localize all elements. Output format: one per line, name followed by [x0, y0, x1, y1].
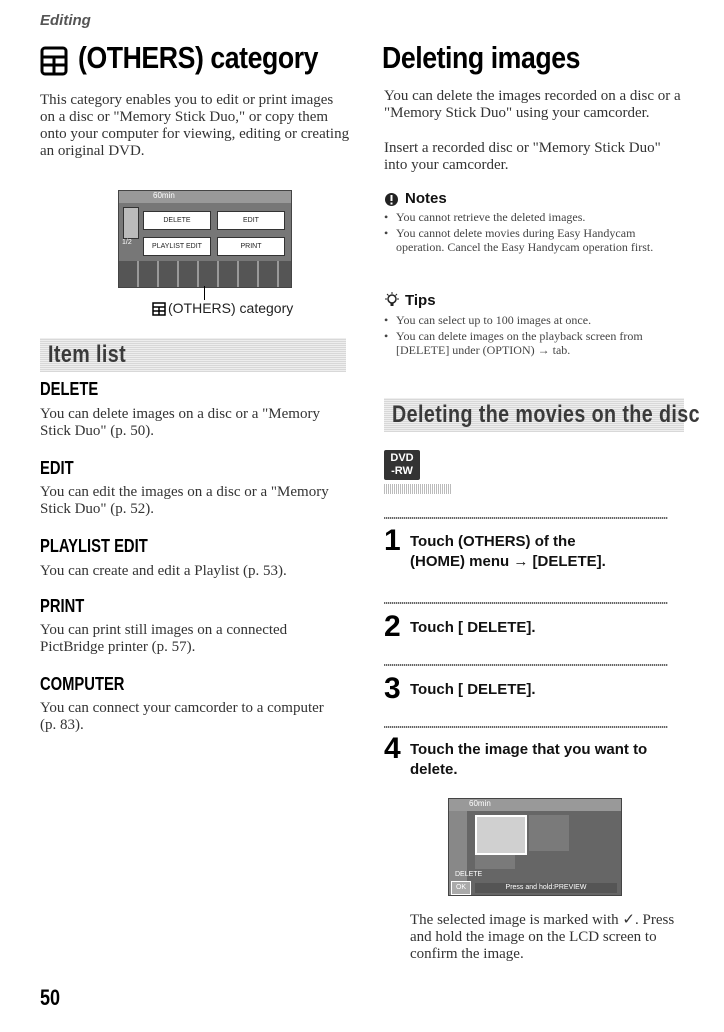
- tips-icon: [384, 292, 400, 308]
- step-4-line-2: delete.: [410, 761, 458, 778]
- page-number: 50: [40, 985, 61, 1010]
- divider-2: [384, 602, 668, 604]
- preview-hint: Press and hold:PREVIEW: [475, 883, 617, 893]
- item-title-playlist-edit: PLAYLIST EDIT: [40, 536, 148, 556]
- item-title-print: PRINT: [40, 596, 85, 616]
- delete-select-screen: [448, 798, 622, 896]
- tip-item: • You can delete images on the playback screen from [DELETE] under (OPTION) → tab.: [384, 329, 684, 357]
- screen-side-tabs: [123, 207, 139, 239]
- deleting-movies-label: Deleting the movies on the disc: [392, 401, 700, 428]
- step-4-text: [410, 740, 680, 780]
- edit-button[interactable]: EDIT: [217, 211, 285, 230]
- item-text-computer: You can connect your camcorder to a computer (p. 83).: [40, 700, 324, 733]
- others-category-icon: [40, 46, 68, 76]
- figure-caption: (OTHERS) category: [168, 300, 294, 316]
- ok-button[interactable]: OK: [451, 881, 471, 895]
- screen-time-text: 60min: [469, 799, 491, 808]
- step-1-line-1: Touch (OTHERS) of the: [410, 533, 576, 550]
- step-1-text: [410, 532, 680, 572]
- tips-list: [384, 313, 684, 359]
- divider-1: [384, 517, 668, 519]
- item-title-computer: COMPUTER: [40, 674, 125, 694]
- page-indicator: 1/2: [122, 239, 132, 246]
- item-title-edit: EDIT: [40, 458, 74, 478]
- note-item: • You cannot delete movies during Easy Handycam operation. Cancel the Easy Handycam operation first.: [384, 226, 674, 254]
- right-intro-2: Insert a recorded disc or "Memory Stick Duo" into your camcorder.: [384, 140, 661, 173]
- item-list-band: [40, 338, 346, 372]
- dvd-rw-badge: [384, 450, 420, 480]
- badge-shadow-pattern: [384, 484, 452, 494]
- step-4-line-1: Touch the image that you want to: [410, 741, 648, 758]
- step-3-text: Touch [ DELETE].: [410, 681, 536, 698]
- left-title: (OTHERS) category: [78, 40, 319, 75]
- screen-delete-label: DELETE: [455, 871, 483, 878]
- delete-button[interactable]: DELETE: [143, 211, 211, 230]
- tip-item: • You can select up to 100 images at once.: [384, 313, 684, 327]
- thumbnail-selected[interactable]: [475, 815, 527, 855]
- step-1-number: 1: [384, 524, 401, 557]
- step-1-line-2: (HOME) menu → [DELETE].: [410, 553, 606, 570]
- divider-4: [384, 726, 668, 728]
- tips-heading: Tips: [405, 292, 436, 309]
- badge-line-2: -RW: [391, 465, 413, 477]
- notes-list: [384, 210, 674, 256]
- item-list-label: Item list: [48, 341, 127, 368]
- item-title-delete: DELETE: [40, 379, 99, 399]
- item-text-edit: You can edit the images on a disc or a "Memory Stick Duo" (p. 52).: [40, 484, 329, 517]
- right-intro-1: You can delete the images recorded on a disc or a "Memory Stick Duo" using your camcorder.: [384, 88, 681, 121]
- others-menu-screen: [118, 190, 292, 288]
- item-text-print: You can print still images on a connected PictBridge printer (p. 57).: [40, 622, 288, 655]
- playlist-edit-button[interactable]: PLAYLIST EDIT: [143, 237, 211, 256]
- notes-icon: [384, 192, 399, 207]
- screen-top-bar: [119, 191, 291, 203]
- thumbnail-2[interactable]: [529, 815, 569, 851]
- thumbnail-3[interactable]: [475, 855, 515, 869]
- caption-others-icon: [152, 302, 166, 316]
- callout-line: [204, 286, 205, 300]
- step-2-text: Touch [ DELETE].: [410, 619, 536, 636]
- step-4-outro: The selected image is marked with ✓. Press and hold the image on the LCD screen to confirm the image.: [410, 912, 675, 962]
- item-text-playlist-edit: You can create and edit a Playlist (p. 53).: [40, 563, 287, 579]
- step-3-number: 3: [384, 672, 401, 705]
- section-label: Editing: [40, 12, 91, 29]
- right-title: Deleting images: [382, 40, 581, 75]
- notes-heading: Notes: [405, 190, 447, 207]
- step-2-number: 2: [384, 610, 401, 643]
- screen-time-text: 60min: [153, 191, 175, 200]
- note-item: • You cannot retrieve the deleted images.: [384, 210, 674, 224]
- item-text-delete: You can delete images on a disc or a "Memory Stick Duo" (p. 50).: [40, 406, 320, 439]
- screen-bottom-tabs: [119, 261, 291, 287]
- divider-3: [384, 664, 668, 666]
- deleting-movies-band: [384, 398, 700, 432]
- badge-line-1: DVD: [390, 452, 414, 464]
- step-4-number: 4: [384, 732, 401, 765]
- left-intro: This category enables you to edit or print images on a disc or "Memory Stick Duo," or copy them onto your computer for viewing, editing or creating an original DVD.: [40, 92, 350, 159]
- print-button[interactable]: PRINT: [217, 237, 285, 256]
